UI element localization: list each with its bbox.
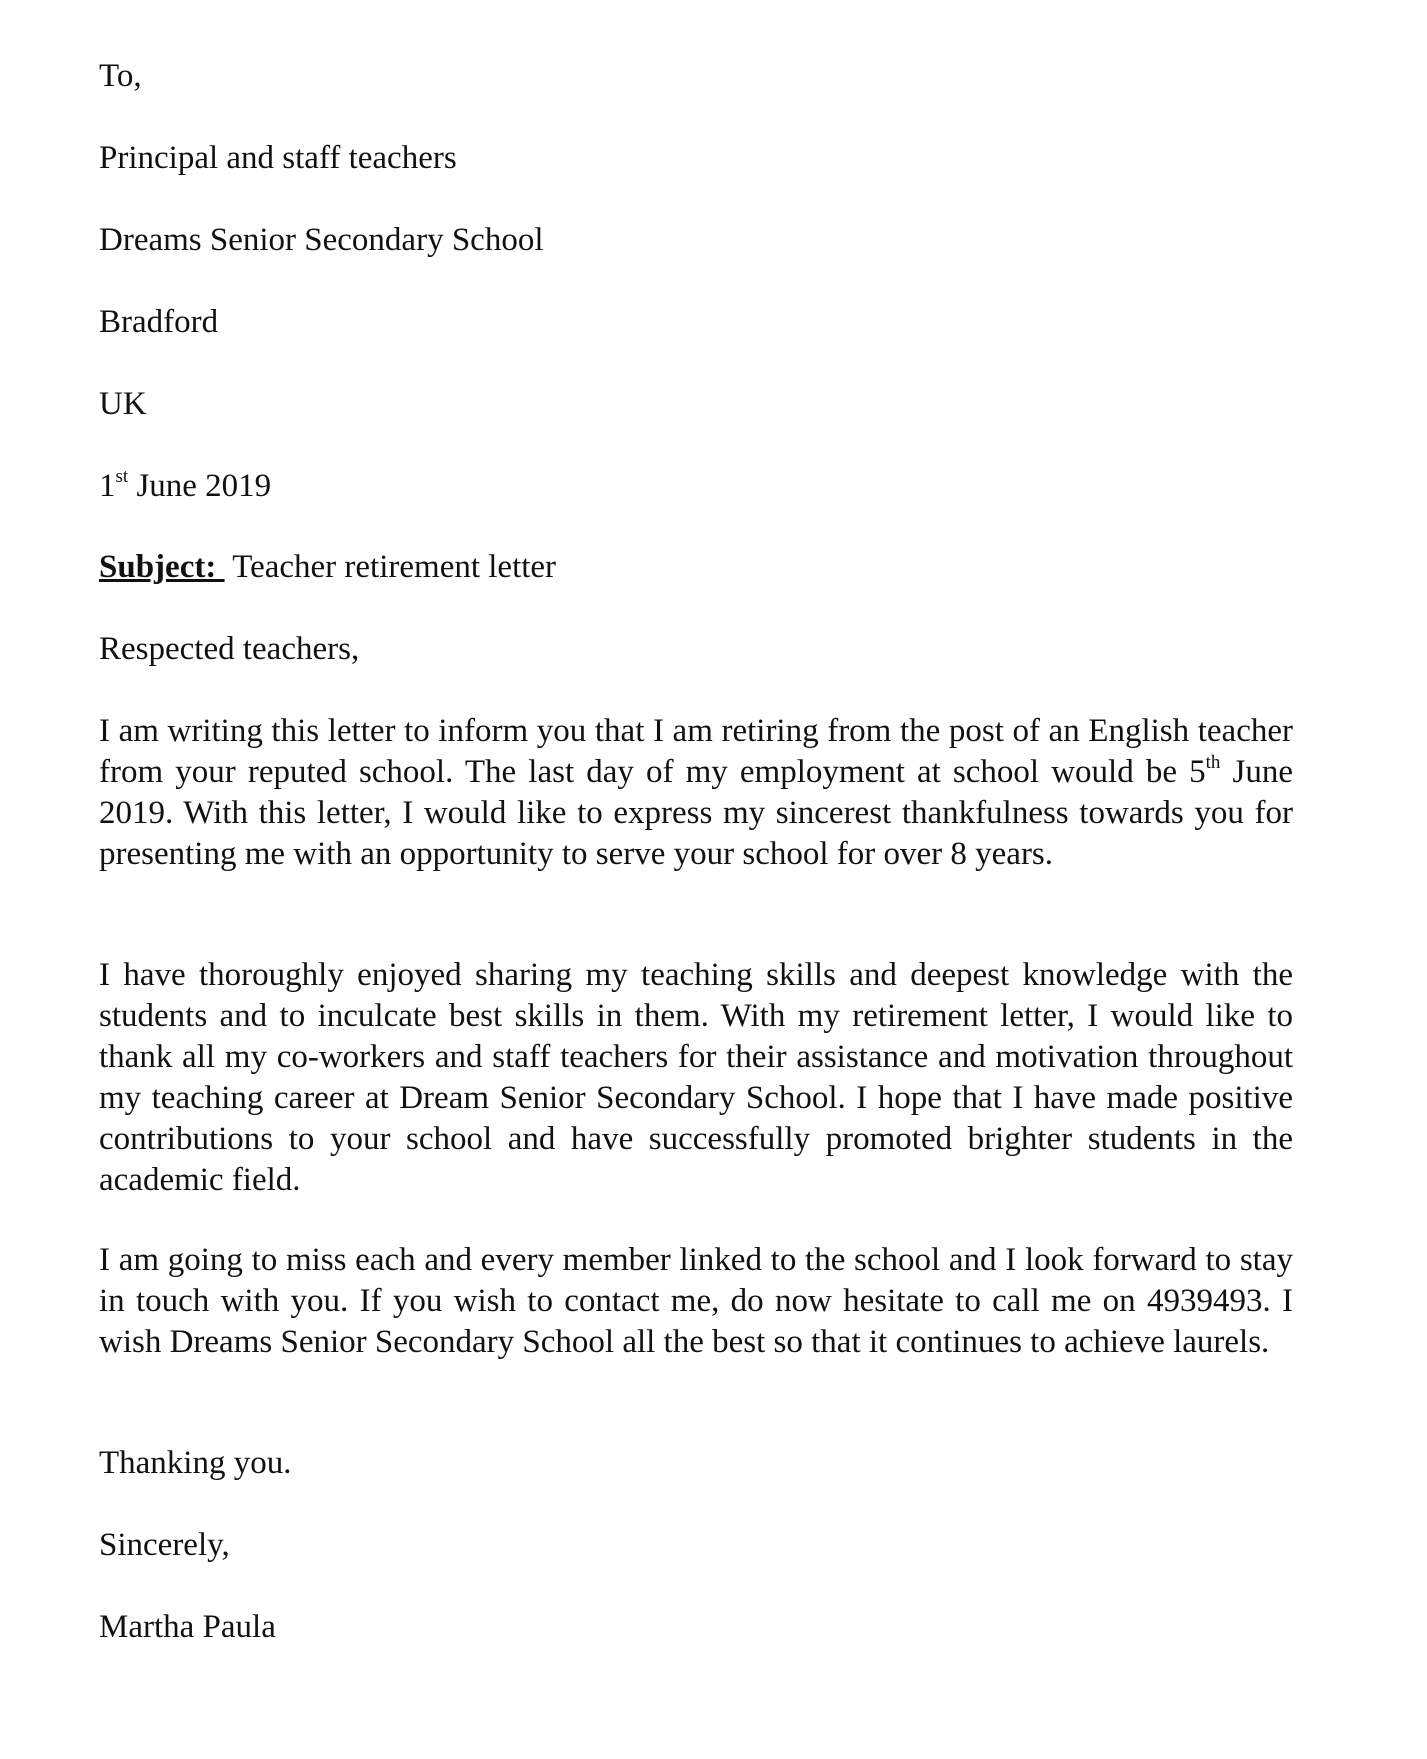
body-paragraph-1 [99,711,1293,875]
recipient-line-1: Principal and staff teachers [99,140,457,176]
paragraph-1-text-a: I am writing this letter to inform you that I am retiring from the post of an English teacher from your reputed school. The last day of my employment at school would be 5 [99,713,1293,790]
letter-date [99,466,271,507]
subject-text: Teacher retirement letter [224,549,557,585]
date-suffix: st [115,466,129,487]
paragraph-1-text-b: June 2019. With this letter, I would like to express my sincerest thankfulness towards you for presenting me with an opportunity to serve your school for over 8 years. [99,754,1293,872]
recipient-line-3: Bradford [99,304,219,340]
to-line: To, [99,58,142,94]
paragraph-1-superscript: th [1205,752,1221,773]
date-rest: June 2019 [128,468,272,504]
date-day: 1 [99,468,116,504]
signature-name: Martha Paula [99,1609,276,1645]
greeting: Respected teachers, [99,631,360,667]
closing-line: Sincerely, [99,1527,230,1563]
body-paragraph-3: I am going to miss each and every member linked to the school and I look forward to stay in touch with you. If you wish to contact me, do now hesitate to call me on 4939493. I wish Dreams Senior Secondary School all the best so that it continues to achieve laurels. [99,1242,1293,1360]
recipient-line-4: UK [99,386,147,422]
subject-label: Subject: [99,549,225,585]
subject-line [99,547,556,588]
body-paragraph-2: I have thoroughly enjoyed sharing my teaching skills and deepest knowledge with the students and to inculcate best skills in them. With my retirement letter, I would like to thank all my co-workers and staff teachers for their assistance and motivation throughout my teaching career at Dream Senior Secondary School. I hope that I have made positive contributions to your school and have successfully promoted brighter students in the academic field. [99,957,1293,1198]
recipient-line-2: Dreams Senior Secondary School [99,222,544,258]
thanks-line: Thanking you. [99,1445,292,1481]
